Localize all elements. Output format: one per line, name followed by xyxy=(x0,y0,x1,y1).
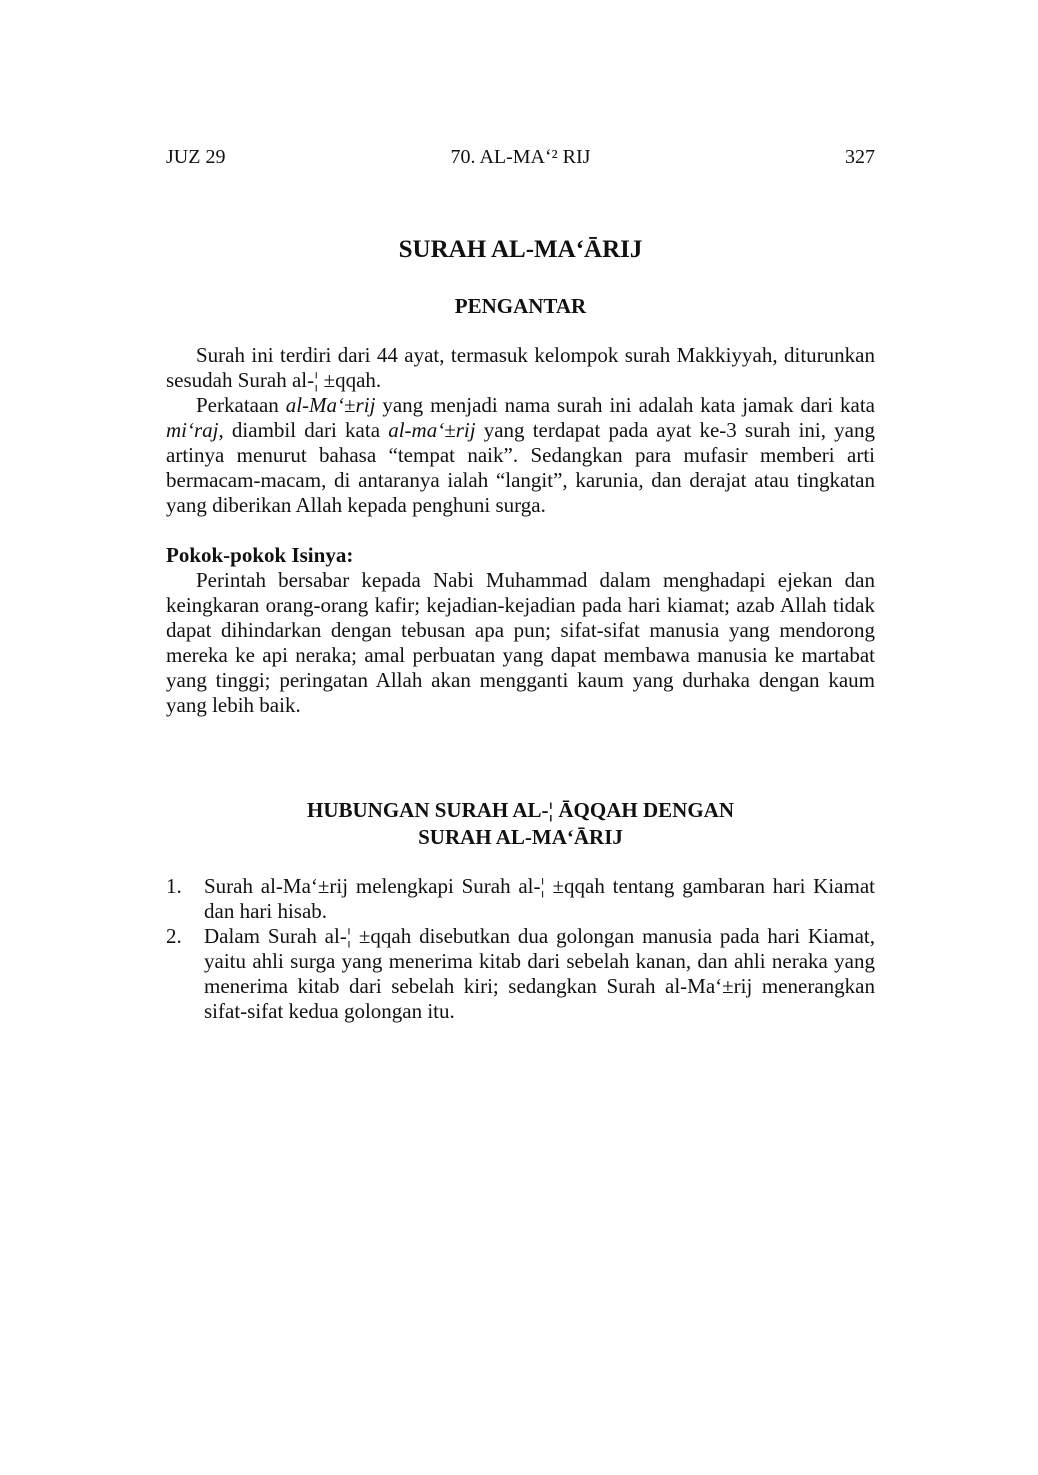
page-title: SURAH AL-MA‘ĀRIJ xyxy=(398,236,643,263)
list-item xyxy=(166,924,875,1024)
chapter-label: 70. AL-MA‘² RIJ xyxy=(450,146,591,168)
relation-list xyxy=(166,874,875,1024)
list-item-number: 1. xyxy=(166,874,182,898)
contents-paragraph: Perintah bersabar kepada Nabi Muhammad dalam menghadapi ejekan dan keingkaran orang-orang kafir; kejadian-kejadian pada hari kiamat; azab Allah tidak dapat dihindarkan dengan tebusan apa pun; sifat-sifat manusia yang mendorong mereka ke api neraka; amal perbuatan yang dapat membawa manusia ke martabat yang tinggi; peringatan Allah akan mengganti kaum yang durhaka dengan kaum yang lebih baik. xyxy=(166,568,875,717)
list-item-number: 2. xyxy=(166,924,182,948)
contents-heading: Pokok-pokok Isinya: xyxy=(166,543,354,567)
list-item xyxy=(166,874,875,924)
relation-heading xyxy=(166,797,875,851)
intro-paragraph-1: Surah ini terdiri dari 44 ayat, termasuk kelompok surah Makkiyyah, diturunkan sesudah Surah al-¦ ±qqah. xyxy=(166,343,875,392)
intro-text-1: Perkataan xyxy=(196,393,286,417)
list-item-text: Surah al-Ma‘±rij melengkapi Surah al-¦ ±qqah tentang gambaran hari Kiamat dan hari hisab. xyxy=(204,874,875,923)
intro-section xyxy=(166,343,875,518)
intro-text-2: yang menjadi nama surah ini adalah kata jamak dari kata xyxy=(375,393,875,417)
term-miraj: mi‘raj xyxy=(166,418,219,442)
intro-text-4: yang terdapat pada ayat ke-3 surah ini, yang artinya menurut bahasa “tempat naik”. Sedangkan para mufasir memberi arti bermacam-macam, di antaranya ialah “langit”, karunia, dan derajat atau tingkatan yang diberikan Allah kepada penghuni surga. xyxy=(166,418,875,517)
running-header xyxy=(166,146,875,174)
intro-heading: PENGANTAR xyxy=(454,294,587,318)
contents-section xyxy=(166,543,875,718)
term-al-maarij-lower: al-ma‘±rij xyxy=(388,418,476,442)
relation-heading-line-2: SURAH AL-MA‘ĀRIJ xyxy=(418,825,623,849)
term-al-maarij: al-Ma‘±rij xyxy=(285,393,376,417)
intro-paragraph-2 xyxy=(166,393,875,518)
list-item-text: Dalam Surah al-¦ ±qqah disebutkan dua golongan manusia pada hari Kiamat, yaitu ahli surga yang menerima kitab dari sebelah kanan, dan ahli neraka yang menerima kitab dari sebelah kiri; sedangkan Surah al-Ma‘±rij menerangkan sifat-sifat kedua golongan itu. xyxy=(204,924,875,1023)
page-number: 327 xyxy=(845,146,875,168)
juz-label: JUZ 29 xyxy=(166,146,226,168)
relation-heading-line-1: HUBUNGAN SURAH AL-¦ ĀQQAH DENGAN xyxy=(307,798,734,822)
intro-text-3: , diambil dari kata xyxy=(218,418,389,442)
